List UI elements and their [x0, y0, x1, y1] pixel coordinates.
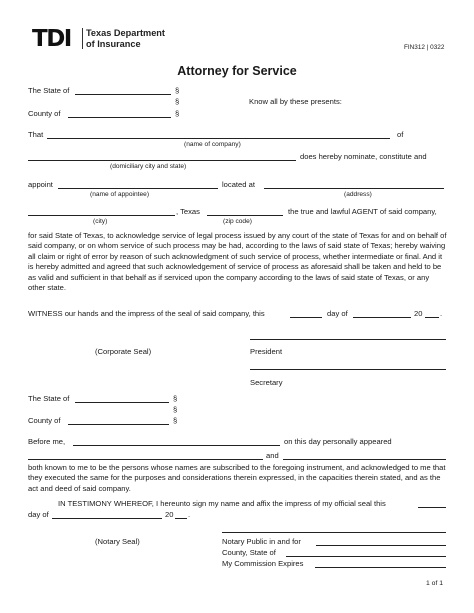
acknowledgment-paragraph: both known to me to be the persons whose names are subscribed to the foregoing instrument, and acknowledged to me that they executed the same for the purposes and considerations therein expressed, in the capacities therein stated, and as the act and deed of said company. — [28, 463, 446, 493]
texas-label: , Texas — [176, 207, 200, 216]
appeared-text: on this day personally appeared — [284, 437, 392, 446]
testimony-period: . — [188, 510, 191, 519]
commission-expires-field[interactable] — [315, 567, 446, 568]
tdi-logo: TDI — [32, 26, 71, 52]
county-state-field[interactable] — [286, 556, 446, 557]
and-label: and — [266, 451, 279, 460]
state-field[interactable] — [75, 94, 171, 95]
state-of-label-2: The State of — [28, 394, 70, 403]
section-symbol: § — [175, 97, 180, 106]
nominate-text: does hereby nominate, constitute and — [300, 152, 427, 161]
notary-name-field[interactable] — [73, 445, 280, 446]
state-field-2[interactable] — [75, 402, 169, 403]
agency-name — [86, 28, 165, 49]
county-state-label: County, State of — [222, 548, 276, 557]
section-symbol: § — [175, 109, 180, 118]
commission-label: My Commission Expires — [222, 559, 304, 568]
notary-public-field[interactable] — [316, 545, 446, 546]
body-paragraph: for said State of Texas, to acknowledge service of legal process issued by any court of the state of Texas for and on behalf of said company, or on whom service of such process may be had, according to the laws of said state of Texas; hereby waiving all claim or right of error by reason of such acknowledgment of such service of process, whether intermediate or final. And it is hereby admitted and agreed that such acknowledgement of service of process as aforesaid shall be taken and held to be as valid and sufficient in that behalf as if serviced upon the company according to the laws of said state of Texas, or any other state. — [28, 231, 447, 293]
appointee-caption: (name of appointee) — [90, 191, 150, 198]
zip-caption: (zip code) — [223, 218, 252, 225]
company-name-field[interactable] — [47, 138, 390, 139]
appointee-field[interactable] — [58, 188, 218, 189]
witness-period: . — [440, 309, 443, 318]
page-title: Attorney for Service — [177, 64, 297, 78]
county-field[interactable] — [68, 117, 171, 118]
address-field[interactable] — [264, 188, 444, 189]
city-field[interactable] — [28, 215, 175, 216]
agency-name-line1: Texas Department — [86, 28, 165, 38]
notary-public-label: Notary Public in and for — [222, 537, 301, 546]
testimony-month-field[interactable] — [52, 518, 162, 519]
of-label: of — [397, 130, 404, 139]
witness-day-field[interactable] — [290, 317, 322, 318]
testimony-text: IN TESTIMONY WHEREOF, I hereunto sign my name and affix the impress of my official seal this — [58, 499, 386, 508]
witness-year-field[interactable] — [425, 317, 439, 318]
that-label: That — [28, 130, 44, 139]
witness-text: WITNESS our hands and the impress of the seal of said company, this — [28, 309, 265, 318]
corporate-seal-label: (Corporate Seal) — [95, 347, 152, 356]
county-of-label-2: County of — [28, 416, 61, 425]
appoint-label: appoint — [28, 180, 53, 189]
section-symbol: § — [173, 416, 178, 425]
notary-signature-field[interactable] — [222, 532, 446, 533]
before-me-label: Before me, — [28, 437, 66, 446]
agency-name-line2: of Insurance — [86, 38, 141, 49]
secretary-signature-field[interactable] — [250, 369, 446, 370]
testimony-year-prefix: 20 — [165, 510, 174, 519]
know-all-text: Know all by these presents: — [249, 97, 342, 106]
county-field-2[interactable] — [68, 424, 169, 425]
president-signature-field[interactable] — [250, 339, 446, 340]
first-signer-field[interactable] — [28, 459, 263, 460]
domicile-field[interactable] — [28, 160, 296, 161]
located-at-label: located at — [222, 180, 255, 189]
witness-day-of: day of — [327, 309, 348, 318]
domicile-caption: (domiciliary city and state) — [110, 163, 187, 170]
second-signer-field[interactable] — [283, 459, 446, 460]
true-agent-text: the true and lawful AGENT of said company, — [288, 207, 437, 216]
section-symbol: § — [173, 405, 178, 414]
page-number: 1 of 1 — [426, 580, 444, 587]
testimony-year-field[interactable] — [175, 518, 187, 519]
testimony-day-of: day of — [28, 510, 49, 519]
section-symbol: § — [175, 86, 180, 95]
name-of-company-caption: (name of company) — [184, 141, 241, 148]
address-caption: (address) — [344, 191, 372, 198]
county-of-label: County of — [28, 109, 61, 118]
zip-field[interactable] — [207, 215, 283, 216]
city-caption: (city) — [93, 218, 108, 225]
notary-seal-label: (Notary Seal) — [95, 537, 140, 546]
section-symbol: § — [173, 394, 178, 403]
witness-year-prefix: 20 — [414, 309, 423, 318]
form-id: FIN312 | 0322 — [404, 44, 445, 51]
witness-month-field[interactable] — [353, 317, 411, 318]
president-label: President — [250, 347, 283, 356]
secretary-label: Secretary — [250, 378, 283, 387]
testimony-day-field[interactable] — [418, 507, 446, 508]
logo-divider — [82, 28, 83, 49]
state-of-label: The State of — [28, 86, 70, 95]
